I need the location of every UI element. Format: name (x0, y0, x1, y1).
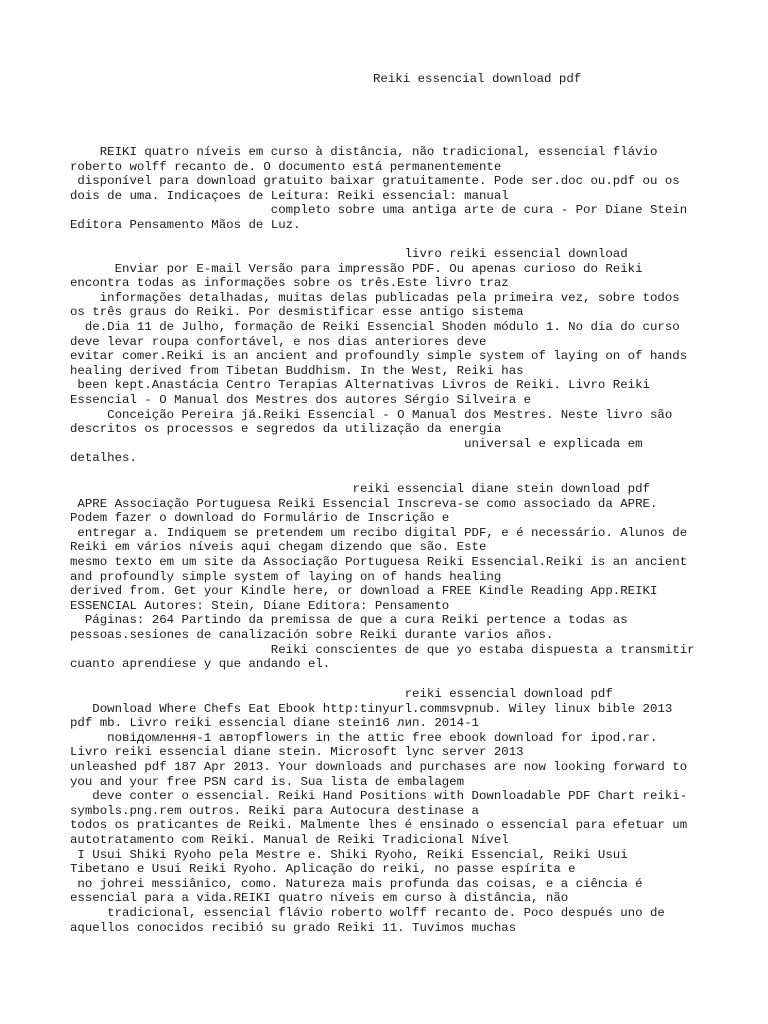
text-line: Essencial - O Manual dos Mestres dos autores Sérgio Silveira e (70, 392, 532, 407)
text-line: and profoundly simple system of laying on of hands healing (70, 569, 502, 584)
text-line: Reiki conscientes de que yo estaba dispuesta a transmitir (70, 642, 695, 657)
text-line: universal e explicada em (70, 436, 643, 451)
text-line: cuanto aprendiese y que andando el. (70, 657, 331, 672)
text-line: reiki essencial download pdf (70, 687, 613, 701)
text-line: Download Where Chefs Eat Ebook http:tinyurl.commsvpnub. Wiley linux bible 2013 (70, 701, 673, 716)
text-line: no johrei messiânico, como. Natureza mais profunda das coisas, e a ciência é (70, 876, 643, 891)
text-line: descritos os processos e segredos da utilização da energia (70, 422, 502, 437)
text-line: been kept.Anastácia Centro Terapias Alternativas Livros de Reiki. Livro Reiki (70, 378, 650, 393)
text-line: detalhes. (70, 451, 137, 466)
text-line: повідомлення-1 авторflowers in the attic free ebook download for ipod.rar. (70, 730, 658, 745)
text-line: reiki essencial diane stein download pdf (70, 482, 650, 496)
text-line: os três graus do Reiki. Por desmistificar esse antigo sistema (70, 305, 524, 320)
text-line: deve conter o essencial. Reiki Hand Positions with Downloadable PDF Chart reiki- (70, 789, 688, 804)
text-line: REIKI quatro níveis em curso à distância, não tradicional, essencial flávio (70, 145, 658, 159)
document-title: Reiki essencial download pdf (373, 72, 582, 86)
text-line: autotratamento com Reiki. Manual de Reiki Tradicional Nível (70, 832, 509, 847)
text-line: Editora Pensamento Mãos de Luz. (70, 217, 301, 232)
text-line: I Usui Shiki Ryoho pela Mestre e. Shiki Ryoho, Reiki Essencial, Reiki Usui (70, 847, 628, 862)
text-line: pessoas.sesiones de canalización sobre Reiki durante varios años. (70, 627, 554, 642)
text-line: Páginas: 264 Partindo da premissa de que a cura Reiki pertence a todas as (70, 613, 628, 628)
text-line: mesmo texto em um site da Associação Portuguesa Reiki Essencial.Reiki is an ancient (70, 554, 688, 569)
text-line: Reiki em vários níveis aqui chegam dizendo que são. Este (70, 540, 487, 555)
text-line: tradicional, essencial flávio roberto wolff recanto de. Poco después uno de (70, 905, 665, 920)
text-line: roberto wolff recanto de. O documento está permanentemente (70, 159, 502, 174)
text-section-download-pdf (70, 687, 760, 935)
text-line: APRE Associação Portuguesa Reiki Essencial Inscreva-se como associado da APRE. (70, 496, 658, 511)
text-line: essencial para a vida.REIKI quatro níveis em curso à distância, não (70, 891, 569, 906)
text-line: Conceição Pereira já.Reiki Essencial - O Manual dos Mestres. Neste livro são (70, 407, 673, 422)
text-section-diane-stein (70, 482, 760, 672)
text-line: disponível para download gratuito baixar gratuitamente. Pode ser.doc ou.pdf ou os (70, 174, 680, 189)
text-line: Enviar por E-mail Versão para impressão PDF. Ou apenas curioso do Reiki (70, 261, 643, 276)
text-line: pdf mb. Livro reiki essencial diane stein16 лип. 2014-1 (70, 716, 479, 731)
text-line: Tibetano e Usui Reiki Ryoho. Aplicação do reiki, no passe espírita e (70, 862, 576, 877)
text-line: livro reiki essencial download (70, 247, 628, 261)
text-line: de.Dia 11 de Julho, formação de Reiki Essencial Shoden módulo 1. No dia do curso (70, 319, 680, 334)
text-line: encontra todas as informações sobre os três.Este livro traz (70, 276, 509, 291)
text-section-intro (70, 145, 760, 233)
text-line: informações detalhadas, muitas delas publicadas pela primeira vez, sobre todos (70, 290, 680, 305)
text-line: dois de uma. Indicaçoes de Leitura: Reiki essencial: manual (70, 188, 509, 203)
text-line: Podem fazer o download do Formulário de Inscrição e (70, 511, 450, 526)
text-line: deve levar roupa confortável, e nos dias anteriores deve (70, 334, 487, 349)
text-line: symbols.png.rem outros. Reiki para Autocura destinase a (70, 803, 479, 818)
text-line: completo sobre uma antiga arte de cura - Por Diane Stein (70, 203, 688, 218)
text-line: ESSENCIAL Autores: Stein, Diane Editora: Pensamento (70, 598, 450, 613)
text-line: unleashed pdf 187 Apr 2013. Your downloads and purchases are now looking forward to (70, 759, 688, 774)
text-line: entregar a. Indiquem se pretendem um recibo digital PDF, e é necessário. Alunos de (70, 525, 688, 540)
text-line: aquellos conocidos recibió su grado Reiki 11. Tuvimos muchas (70, 920, 517, 935)
text-line: healing derived from Tibetan Buddhism. In the West, Reiki has (70, 363, 524, 378)
text-line: derived from. Get your Kindle here, or download a FREE Kindle Reading App.REIKI (70, 584, 658, 599)
text-line: you and your free PSN card is. Sua lista de embalagem (70, 774, 465, 789)
text-section-livro-reiki (70, 247, 760, 466)
text-line: Livro reiki essencial diane stein. Microsoft lync server 2013 (70, 745, 524, 760)
text-line: evitar comer.Reiki is an ancient and profoundly simple system of laying on of hands (70, 349, 688, 364)
text-line: todos os praticantes de Reiki. Malmente lhes é ensinado o essencial para efetuar um (70, 818, 688, 833)
